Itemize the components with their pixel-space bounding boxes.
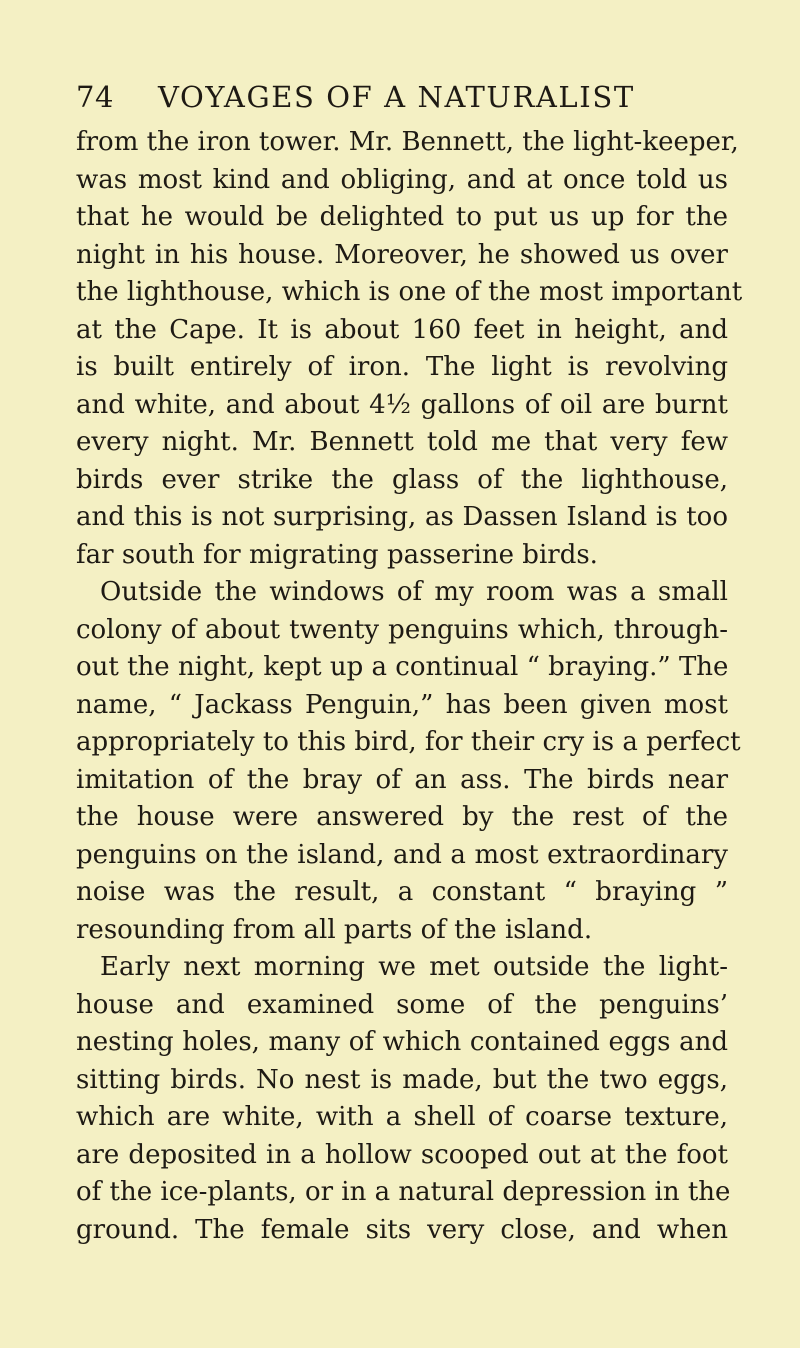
text-line: from the iron tower. Mr. Bennett, the light-keeper,	[76, 127, 739, 157]
text-line: penguins on the island, and a most extraordinary	[76, 839, 728, 870]
text-line: which are white, with a shell of coarse texture,	[76, 1102, 728, 1132]
text-line: far south for migrating passerine birds.	[76, 539, 598, 570]
text-line: birds ever strike the glass of the lighthouse,	[76, 464, 728, 495]
page-number: 74	[76, 80, 114, 114]
text-line: Outside the windows of my room was a small	[100, 577, 728, 607]
text-line: Early next morning we met outside the light-	[100, 952, 728, 982]
text-line: resounding from all parts of the island.	[76, 914, 593, 945]
text-line: and white, and about 4½ gallons of oil are burnt	[76, 389, 728, 420]
text-line: house and examined some of the penguins’	[76, 989, 728, 1020]
text-line: name, “ Jackass Penguin,” has been given most	[76, 689, 728, 720]
text-line: every night. Mr. Bennett told me that very few	[76, 427, 728, 457]
text-line: that he would be delighted to put us up for the	[76, 202, 728, 232]
text-line: at the Cape. It is about 160 feet in height, and	[76, 314, 728, 345]
text-line: the lighthouse, which is one of the most important	[76, 277, 743, 307]
text-line: the house were answered by the rest of the	[76, 802, 728, 832]
text-line: ground. The female sits very close, and when	[76, 1214, 728, 1245]
text-line: sitting birds. No nest is made, but the two eggs,	[76, 1064, 728, 1095]
text-line: of the ice-plants, or in a natural depression in the	[76, 1177, 731, 1207]
body-text	[76, 124, 743, 1249]
text-line: nesting holes, many of which contained eggs and	[76, 1027, 728, 1057]
text-line: imitation of the bray of an ass. The birds near	[76, 764, 728, 795]
text-line: was most kind and obliging, and at once told us	[76, 164, 728, 195]
text-line: is built entirely of iron. The light is revolving	[76, 352, 728, 382]
text-line: night in his house. Moreover, he showed us over	[76, 239, 728, 270]
text-line: and this is not surprising, as Dassen Island is too	[76, 502, 728, 532]
text-line: appropriately to this bird, for their cry is a perfect	[76, 727, 741, 757]
page-header	[76, 80, 728, 120]
text-line: out the night, kept up a continual “ braying.” The	[76, 652, 729, 682]
text-line: colony of about twenty penguins which, through-	[76, 614, 728, 645]
text-line: noise was the result, a constant “ braying ”	[76, 877, 728, 907]
running-head: VOYAGES OF A NATURALIST	[158, 80, 635, 114]
text-line: are deposited in a hollow scooped out at the foot	[76, 1139, 728, 1170]
